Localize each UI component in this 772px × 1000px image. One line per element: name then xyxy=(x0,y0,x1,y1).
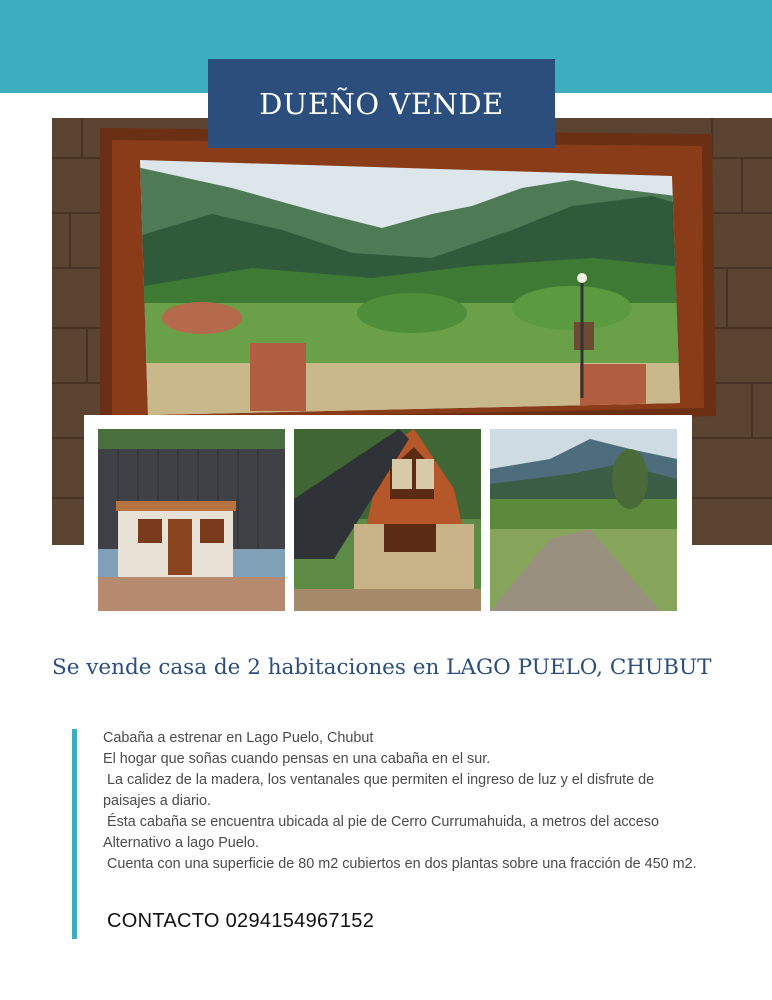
headline: Se vende casa de 2 habitaciones en LAGO PUELO, CHUBUT xyxy=(52,655,712,680)
page-title: DUEÑO VENDE xyxy=(259,86,504,121)
land-road-photo xyxy=(490,429,677,611)
description xyxy=(103,728,703,875)
title-banner xyxy=(208,59,555,148)
cabin-side-photo xyxy=(294,429,481,611)
cabin-front-photo xyxy=(98,429,285,611)
description-line: El hogar que soñas cuando pensas en una cabaña en el sur. xyxy=(103,751,491,767)
description-line: Ésta cabaña se encuentra ubicada al pie de Cerro Currumahuida, a metros del acceso Alternativo a lago Puelo. xyxy=(103,814,663,851)
description-line: Cabaña a estrenar en Lago Puelo, Chubut xyxy=(103,730,374,746)
description-accent-bar xyxy=(72,729,77,939)
contact-info: CONTACTO 0294154967152 xyxy=(107,910,375,932)
description-line: Cuenta con una superficie de 80 m2 cubiertos en dos plantas sobre una fracción de 450 m2. xyxy=(103,856,697,872)
description-line: La calidez de la madera, los ventanales que permiten el ingreso de luz y el disfrute de paisajes a diario. xyxy=(103,772,659,809)
photo-strip xyxy=(84,415,692,625)
